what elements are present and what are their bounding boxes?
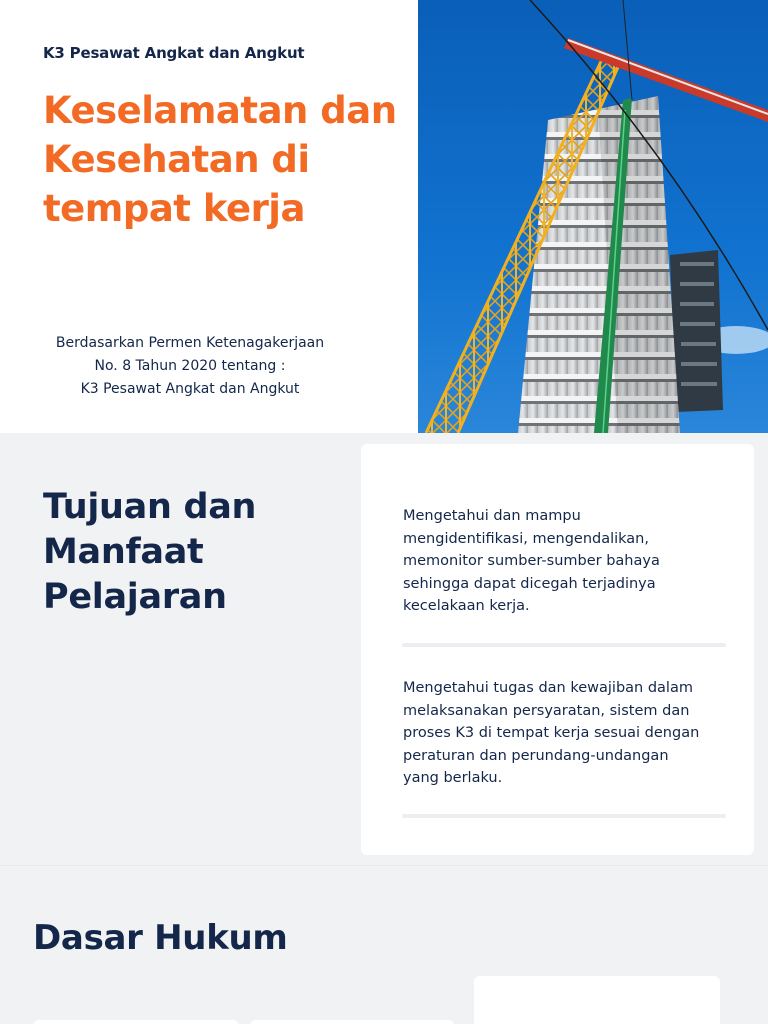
legal-basis-section: [0, 866, 768, 1024]
objective-item: Mengetahui tugas dan kewajiban dalam melaksanakan persyaratan, sistem dan proses K3 di tempat kerja sesuai dengan peraturan dan perundang-undangan yang berlaku.: [403, 680, 700, 787]
hero-basis-line: No. 8 Tahun 2020 tentang :: [94, 358, 286, 374]
objectives-title: Tujuan dan Manfaat Pelajaran: [43, 487, 257, 617]
objectives-section: [0, 433, 768, 865]
divider: [402, 643, 726, 647]
hero-basis-line: K3 Pesawat Angkat dan Angkut: [80, 381, 300, 397]
legal-basis-title: Dasar Hukum: [33, 918, 288, 958]
hero-legal-basis: [30, 332, 350, 401]
hero-subtitle: K3 Pesawat Angkat dan Angkut: [43, 44, 305, 62]
objectives-card: [361, 444, 754, 855]
objective-item: Mengetahui dan mampu mengidentifikasi, mengendalikan, memonitor sumber-sumber bahaya sehingga dapat dicegah terjadinya kecelakaan kerja.: [403, 508, 660, 615]
legal-basis-card: [474, 976, 720, 1024]
legal-basis-card: [33, 1020, 239, 1024]
hero-title: Keselamatan dan Kesehatan di tempat kerja: [43, 89, 397, 230]
hero-basis-line: Berdasarkan Permen Ketenagakerjaan: [55, 335, 325, 351]
divider: [402, 814, 726, 818]
hero-section: [0, 0, 768, 433]
legal-basis-card: [250, 1020, 454, 1024]
construction-crane-photo: [418, 0, 768, 433]
